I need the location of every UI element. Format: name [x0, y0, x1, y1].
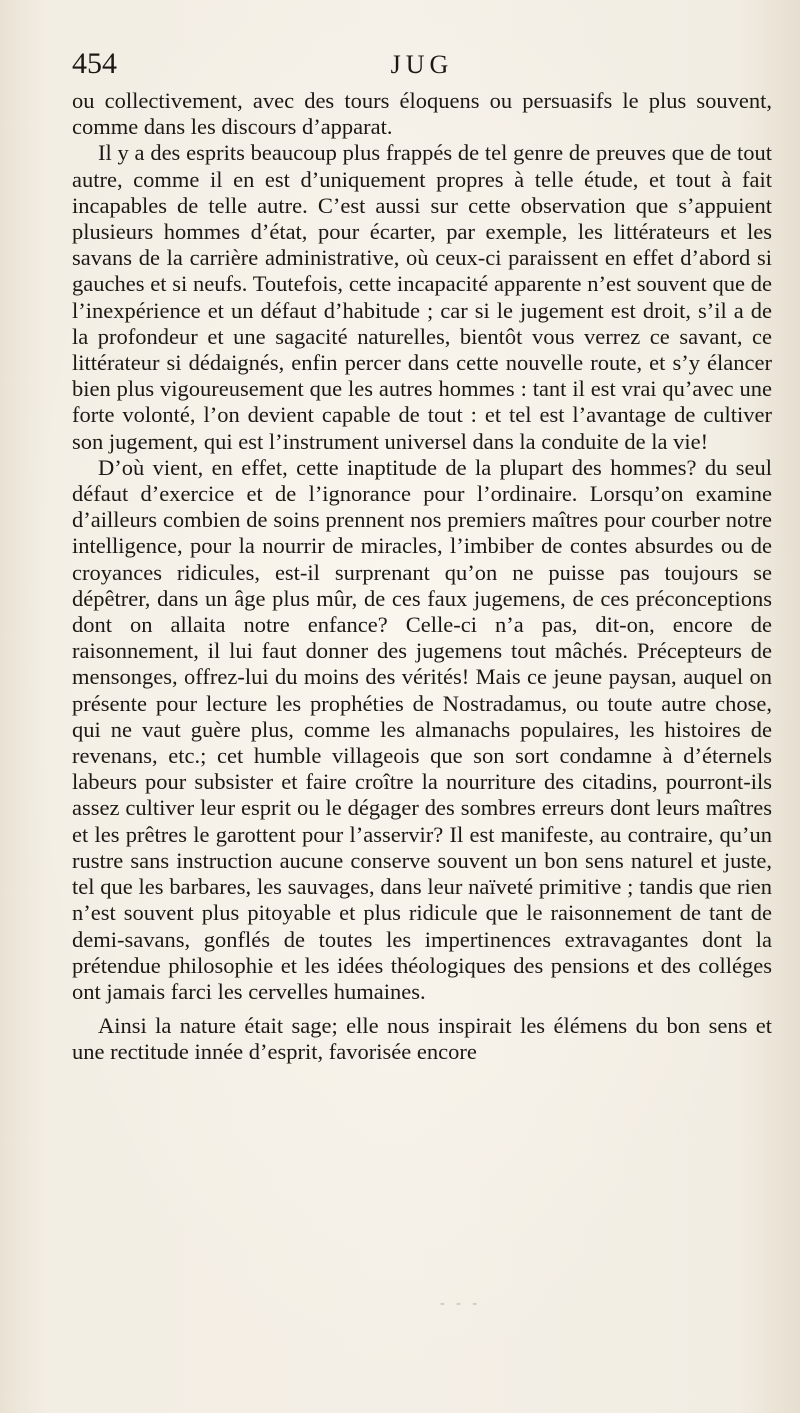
paragraph: Il y a des esprits beaucoup plus frappés de tel genre de preuves que de tout autre, comme il en est d’uniquement propres à telle étude, et tout à fait incapables de telle autre. C’est aussi sur cette observation que s’appuient plusieurs hommes d’état, pour écarter, par exemple, les littérateurs et les savans de la carrière administrative, où ceux-ci paraissent en effet d’abord si gauches et si neufs. Toutefois, cette incapacité apparente n’est souvent que de l’inexpérience et un défaut d’habitude ; car si le jugement est droit, s’il a de la profondeur et une sagacité naturelles, bientôt vous verrez ce savant, ce littérateur si dédaignés, enfin percer dans cette nouvelle route, et s’y élancer bien plus vigoureusement que les autres hommes : tant il est vrai qu’avec une forte volonté, l’on devient capable de tout : et tel est l’avantage de cultiver son jugement, qui est l’instrument universel dans la conduite de la vie!: [72, 140, 772, 454]
running-head: JUG: [390, 50, 454, 79]
paragraph: D’où vient, en effet, cette inaptitude de la plupart des hommes? du seul défaut d’exercice et de l’ignorance pour l’ordinaire. Lorsqu’on examine d’ailleurs combien de soins prennent nos premiers maîtres pour courber notre intelligence, pour la nourrir de miracles, l’imbiber de contes absurdes ou de croyances ridicules, est-il surprenant qu’on ne puisse pas toujours se dépêtrer, dans un âge plus mûr, de ces faux jugemens, de ces préconceptions dont on allaita notre enfance? Celle-ci n’a pas, dit-on, encore de raisonnement, il lui faut donner des jugemens tout mâchés. Précepteurs de mensonges, offrez-lui du moins des vérités! Mais ce jeune paysan, auquel on présente pour lecture les prophéties de Nostradamus, ou toute autre chose, qui ne vaut guère plus, comme les almanachs populaires, les histoires de revenans, etc.; cet humble villageois que son sort condamne à d’éternels labeurs pour subsister et faire croître la nourriture des citadins, pourront-ils assez cultiver leur esprit ou le dégager des sombres erreurs dont leurs maîtres et les prêtres le garottent pour l’asservir? Il est manifeste, au contraire, qu’un rustre sans instruction aucune conserve souvent un bon sens naturel et juste, tel que les barbares, les sauvages, dans leur naïveté primitive ; tandis que rien n’est souvent plus pitoyable et plus ridicule que le raisonnement de tant de demi-savans, gonflés de toutes les impertinences extravagantes dont la prétendue philosophie et les idées théologiques des pensions et des colléges ont jamais farci les cervelles humaines.: [72, 454, 772, 1004]
page-header: [72, 46, 772, 86]
paragraph: Ainsi la nature était sage; elle nous inspirait les élémens du bon sens et une rectitude innée d’esprit, favorisée encore: [72, 1013, 772, 1065]
paragraph: ou collectivement, avec des tours éloquens ou persuasifs le plus souvent, comme dans les discours d’apparat.: [72, 88, 772, 140]
body-text: [72, 88, 772, 1066]
page-number: 454: [72, 47, 117, 80]
footer-mark: - - -: [440, 1296, 481, 1311]
